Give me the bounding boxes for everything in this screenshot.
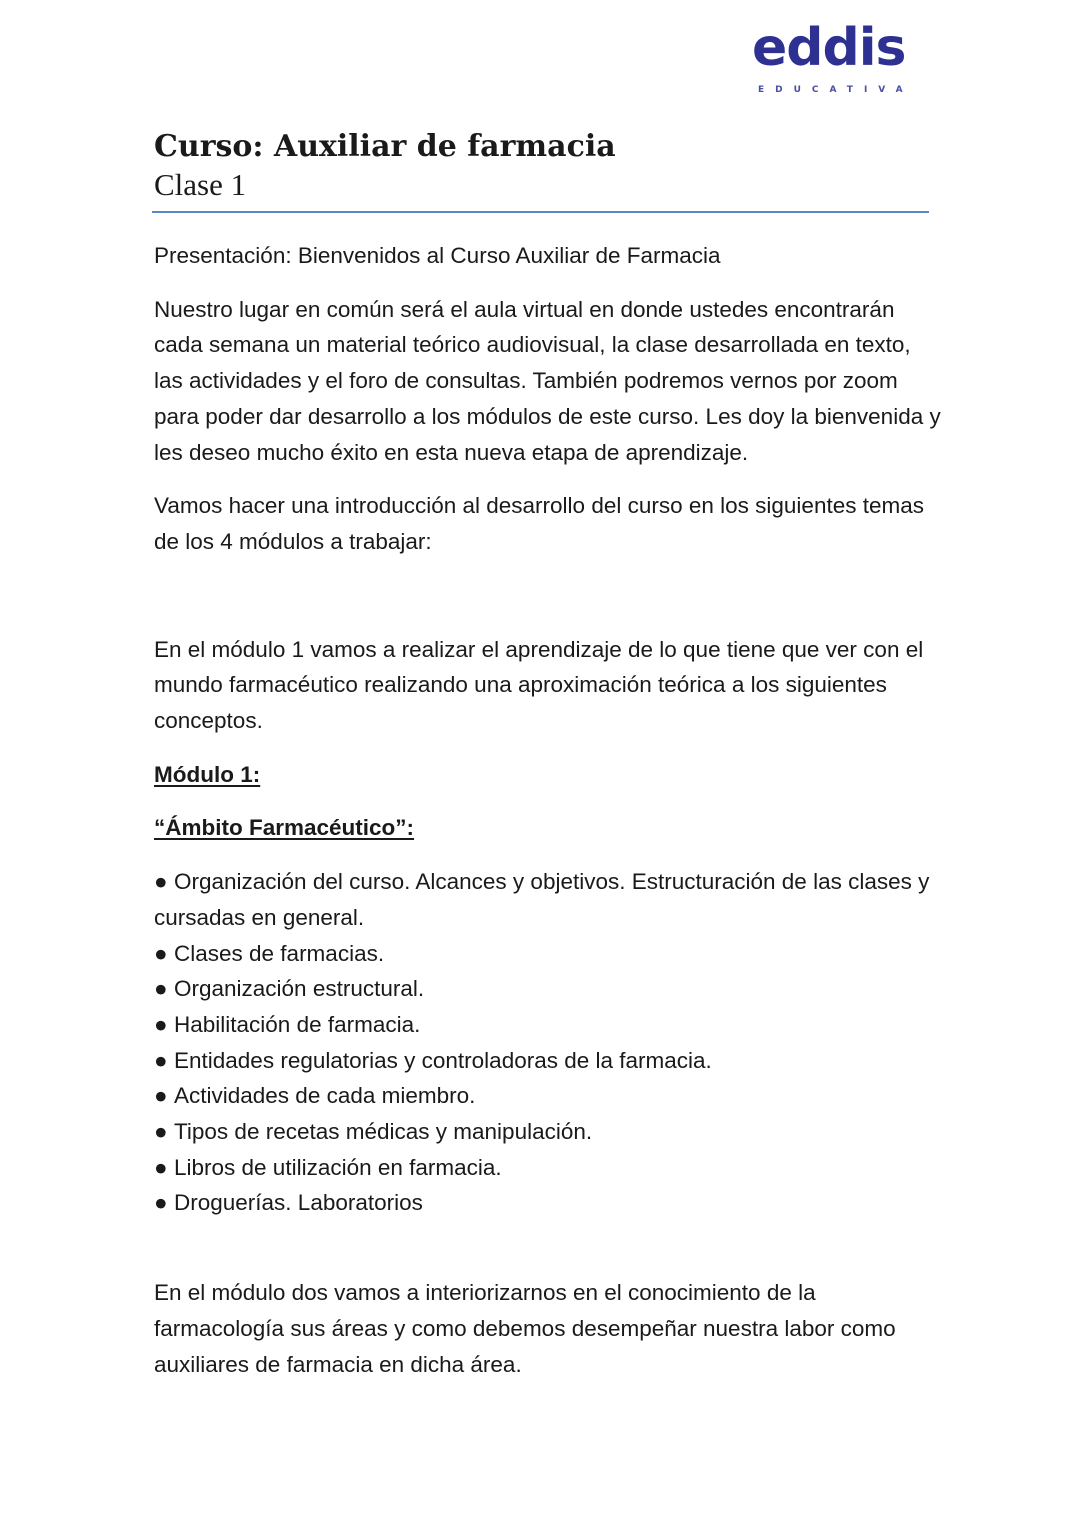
presentation-line: Presentación: Bienvenidos al Curso Auxiliar de Farmacia [154,243,721,268]
list-item-text: Tipos de recetas médicas y manipulación. [174,1119,593,1145]
logo-wordmark: eddis [752,18,906,78]
class-subtitle: Clase 1 [154,167,247,202]
intro-paragraph: Nuestro lugar en común será el aula virtual en donde ustedes encontrarán cada semana un material teórico audiovisual, la clase desarrollada en texto, las actividades y el foro de consultas. También podremos vernos por zoom para poder dar desarrollo a los módulos de este curso. Les doy la bienvenida y les deseo mucho éxito en esta nueva etapa de aprendizaje. [154,296,941,465]
bullet-icon: ● [154,976,168,1002]
document-header [154,128,930,204]
bullet-icon: ● [154,1154,168,1180]
bullet-icon: ● [154,1119,168,1145]
list-item-text: Organización del curso. Alcances y objetivos. Estructuración de las clases y cursadas en general. [154,869,930,930]
list-item-text: Entidades regulatorias y controladoras de la farmacia. [174,1047,712,1073]
list-item [154,1114,944,1150]
logo-tagline: EDUCATIVA [758,85,914,95]
bullet-icon: ● [154,1083,168,1109]
list-item [154,1078,944,1114]
list-item [154,1043,944,1079]
module1-heading: Módulo 1: [154,761,261,787]
list-item [154,1185,944,1221]
list-item-text: Organización estructural. [174,976,425,1002]
document-body [154,238,944,1382]
list-item [154,971,944,1007]
list-item [154,864,944,935]
list-item-text: Habilitación de farmacia. [174,1011,421,1037]
list-item [154,1007,944,1043]
module2-intro-paragraph: En el módulo dos vamos a interiorizarnos en el conocimiento de la farmacología sus áreas y como debemos desempeñar nuestra labor como auxiliares de farmacia en dicha área. [154,1280,896,1377]
bullet-icon: ● [154,940,168,966]
bullet-icon: ● [154,1190,168,1216]
eddis-logo [742,0,922,110]
topics-intro-paragraph: Vamos hacer una introducción al desarrollo del curso en los siguientes temas de los 4 módulos a trabajar: [154,493,924,554]
bullet-icon: ● [154,1011,168,1037]
list-item [154,1150,944,1186]
module1-subheading: “Ámbito Farmacéutico”: [154,815,415,841]
module1-intro-paragraph: En el módulo 1 vamos a realizar el aprendizaje de lo que tiene que ver con el mundo farmacéutico realizando una aproximación teórica a los siguientes conceptos. [154,636,924,734]
list-item-text: Clases de farmacias. [174,940,385,966]
module1-topic-list [154,864,944,1221]
header-divider [152,211,929,213]
list-item-text: Actividades de cada miembro. [174,1083,476,1109]
bullet-icon: ● [154,1047,168,1073]
list-item-text: Droguerías. Laboratorios [174,1190,423,1216]
list-item [154,936,944,972]
course-title: Curso: Auxiliar de farmacia [154,129,616,164]
list-item-text: Libros de utilización en farmacia. [174,1154,502,1180]
bullet-icon: ● [154,869,168,895]
